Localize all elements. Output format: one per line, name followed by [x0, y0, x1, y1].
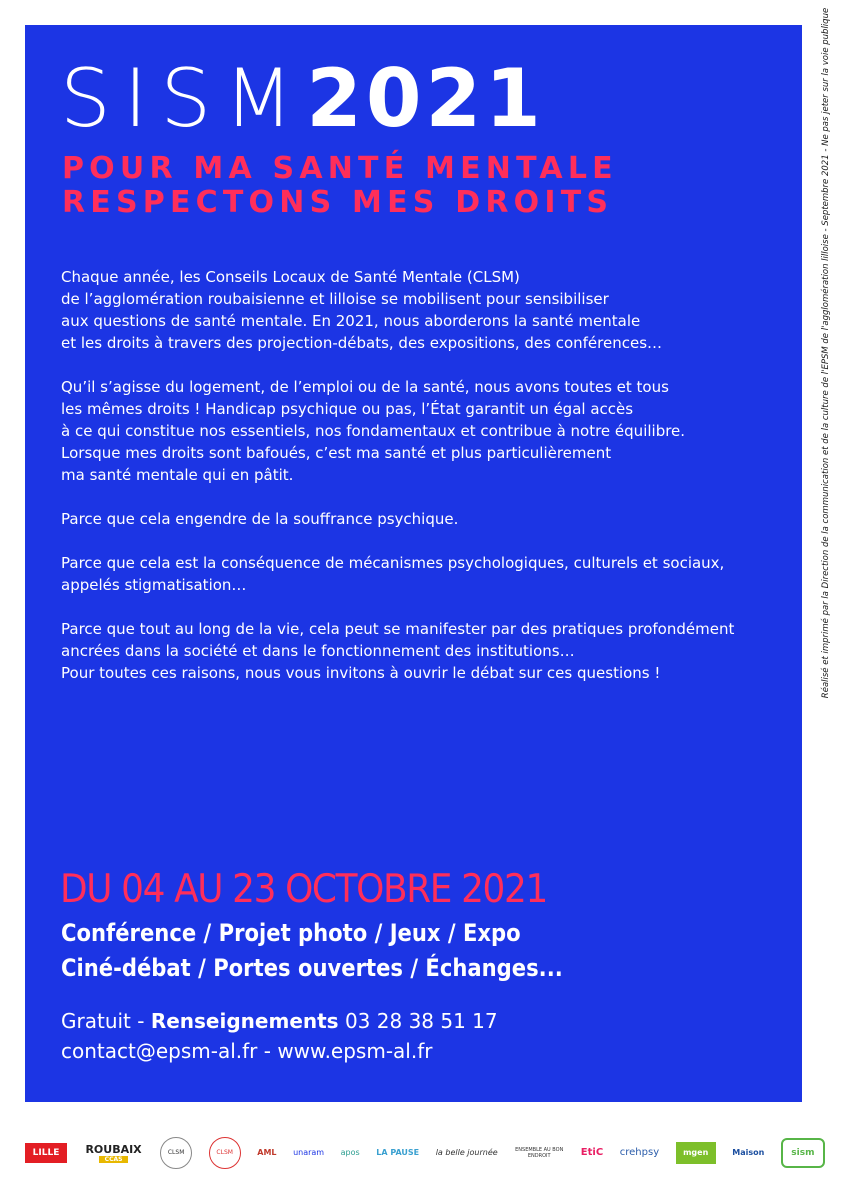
logo-maison: Maison: [732, 1148, 765, 1157]
body-text: [61, 266, 781, 706]
logo-la-pause: LA PAUSE: [376, 1148, 420, 1157]
title-sism: SISM: [60, 52, 307, 145]
side-credit-text: Réalisé et imprimé par la Direction de la communication et de la culture de l'EPSM de l'agglomération lilloise - Septembre 2021 - Ne pas jeter sur la voie publique: [821, 7, 831, 698]
paragraph-2: Qu’il s’agisse du logement, de l’emploi ou de la santé, nous avons toutes et tous les mêmes droits ! Handicap psychique ou pas, l’État garantit un égal accès à ce qui constitue nos essentiels, nos fondamentaux et contribue à notre équilibre. Lorsque mes droits sont bafoués, c’est ma santé et plus particulièrement ma santé mentale qui en pâtit.: [61, 378, 686, 484]
logo-clsm-2: CLSM: [209, 1137, 241, 1169]
logo-aml: AML: [257, 1148, 277, 1157]
slogan-line-1: POUR MA SANTÉ MENTALE: [62, 151, 618, 186]
contact-line-2: contact@epsm-al.fr - www.epsm-al.fr: [61, 1039, 433, 1063]
slogan-line-2: RESPECTONS MES DROITS: [62, 185, 614, 220]
logo-unaram: unaram: [293, 1148, 325, 1157]
contact-line-1: [61, 1006, 498, 1036]
paragraph-3: Parce que cela engendre de la souffrance psychique.: [61, 510, 459, 528]
event-dates: DU 04 AU 23 OCTOBRE 2021: [60, 867, 547, 912]
logo-clsm-1: CLSM: [160, 1137, 192, 1169]
contact-block: [61, 1006, 498, 1066]
page-title: [60, 52, 545, 145]
logo-roubaix-text: ROUBAIX: [85, 1142, 142, 1156]
info-label: Renseignements: [150, 1009, 339, 1033]
logo-roubaix: [84, 1138, 144, 1168]
event-line-1: Conférence / Projet photo / Jeux / Expo: [61, 919, 521, 947]
logo-lille: LILLE: [25, 1143, 67, 1163]
slogan: [62, 152, 618, 220]
event-list: [61, 916, 563, 986]
free-label: Gratuit -: [61, 1009, 151, 1033]
paragraph-1: Chaque année, les Conseils Locaux de Santé Mentale (CLSM) de l’agglomération roubaisienne et lilloise se mobilisent pour sensibiliser aux questions de santé mentale. En 2021, nous aborderons la santé mentale et les droits à travers des projection-débats, des expositions, des conférences…: [61, 268, 663, 352]
logo-etic: EtiC: [580, 1147, 604, 1158]
paragraph-5: Parce que tout au long de la vie, cela peut se manifester par des pratiques profondément ancrées dans la société et dans le fonctionnement des institutions… Pour toutes ces raisons, nous vous invitons à ouvrir le débat sur ces questions !: [61, 620, 735, 682]
logo-roubaix-ccas: CCAS: [99, 1156, 129, 1163]
side-credit: [813, 7, 839, 698]
logo-sism: sism: [781, 1138, 825, 1168]
partner-logos: [25, 1130, 825, 1175]
logo-apos: apos: [340, 1148, 360, 1157]
paragraph-4: Parce que cela est la conséquence de mécanismes psychologiques, culturels et sociaux, appelés stigmatisation…: [61, 554, 725, 594]
event-line-2: Ciné-débat / Portes ouvertes / Échanges...: [61, 954, 563, 982]
phone-number: 03 28 38 51 17: [338, 1009, 498, 1033]
title-year: 2021: [306, 52, 545, 145]
logo-ensemble: ENSEMBLE AU BON ENDROIT: [515, 1146, 564, 1159]
logo-belle-journee: la belle journée: [435, 1148, 498, 1157]
logo-crehpsy: crehpsy: [619, 1147, 660, 1158]
logo-mgen: mgen: [676, 1142, 716, 1164]
